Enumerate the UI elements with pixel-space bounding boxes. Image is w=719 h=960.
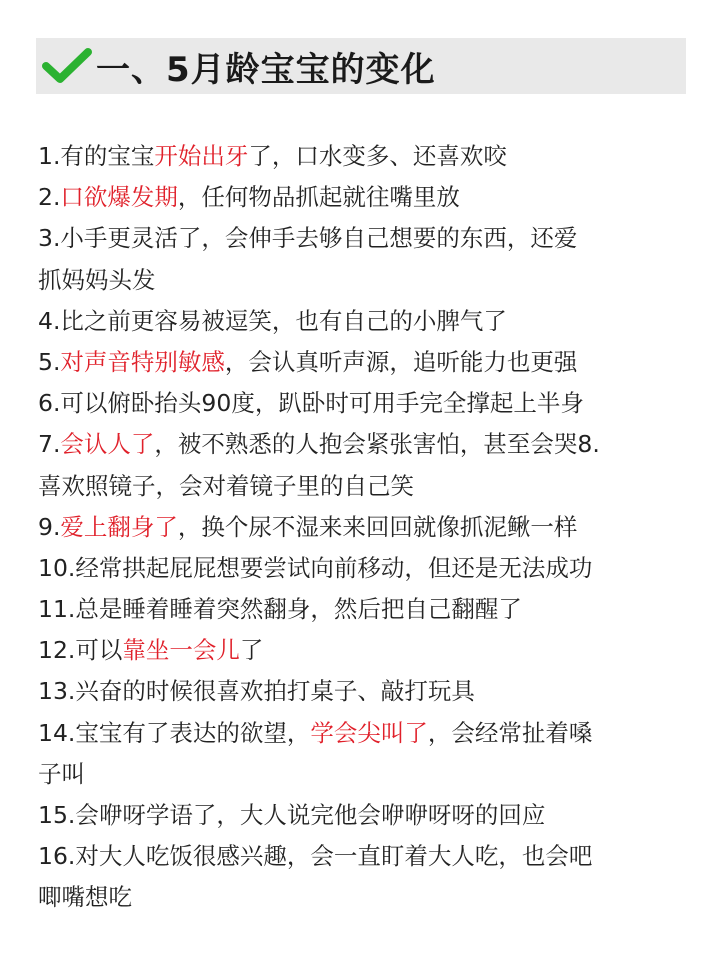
body-text: 3.小手更灵活了，会伸手去够自己想要的东西，还爱 [38,224,578,253]
highlight-text: 口欲爆发期 [60,183,178,212]
highlight-text: 开始出牙 [154,142,249,170]
list-line [38,507,686,548]
change-list [38,136,686,919]
body-text: ，任何物品抓起就往嘴里放 [177,183,460,212]
body-text: ，会认真听声源，追听能力也更强 [224,347,578,376]
list-line [38,177,686,218]
highlight-text: 靠坐一会儿 [122,636,240,665]
highlight-text: 学会尖叫了 [310,718,428,747]
section-header [36,38,686,94]
list-line [38,218,686,259]
list-line [38,713,686,754]
section-title: 一、5月龄宝宝的变化 [96,49,436,90]
body-text: 11.总是睡着睡着突然翻身，然后把自己翻醒了 [38,595,522,624]
body-text: 6.可以俯卧抬头90度，趴卧时可用手完全撑起上半身 [38,389,584,418]
body-text: 9. [38,512,61,541]
body-text: ，被不熟悉的人抱会紧张害怕，甚至会哭8. [154,430,600,459]
body-text: 1.有的宝宝 [38,142,155,170]
highlight-text: 会认人了 [60,430,155,459]
body-text: 抓妈妈头发 [38,265,156,294]
body-text: 10.经常拱起屁屁想要尝试向前移动，但还是无法成功 [38,553,593,582]
body-text: 15.会咿呀学语了，大人说完他会咿咿呀呀的回应 [38,801,546,829]
body-text: 4.比之前更容易被逗笑，也有自己的小脾气了 [38,306,507,335]
highlight-text: 爱上翻身了 [60,512,178,541]
body-text: 13.兴奋的时候很喜欢拍打桌子、敲打玩具 [38,677,475,706]
highlight-text: 对声音特别敏感 [60,347,225,376]
body-text: 了 [239,636,264,665]
checkmark-icon [42,46,92,86]
body-text: 7. [38,430,61,459]
list-line [38,754,686,795]
body-text: ，换个尿不湿来来回回就像抓泥鳅一样 [177,512,578,541]
body-text: 5. [38,347,61,376]
body-text: 12.可以 [38,636,123,665]
body-text: 了，口水变多、还喜欢咬 [248,142,507,170]
list-line [38,260,686,301]
list-line [38,795,686,836]
body-text: 唧嘴想吃 [38,883,132,912]
list-line [38,836,686,877]
list-line [38,548,686,589]
list-line [38,136,686,177]
list-line [38,424,686,465]
list-line [38,877,686,918]
body-text: 16.对大人吃饭很感兴趣，会一直盯着大人吃，也会吧 [38,842,593,871]
body-text: 子叫 [38,759,85,788]
list-line [38,671,686,712]
list-line [38,630,686,671]
list-line [38,301,686,342]
body-text: 14.宝宝有了表达的欲望， [38,718,311,747]
body-text: ，会经常扯着嗓 [427,718,593,747]
list-line [38,342,686,383]
list-line [38,383,686,424]
list-line [38,589,686,630]
body-text: 2. [38,183,61,212]
body-text: 喜欢照镜子，会对着镜子里的自己笑 [38,471,414,500]
list-line [38,466,686,507]
